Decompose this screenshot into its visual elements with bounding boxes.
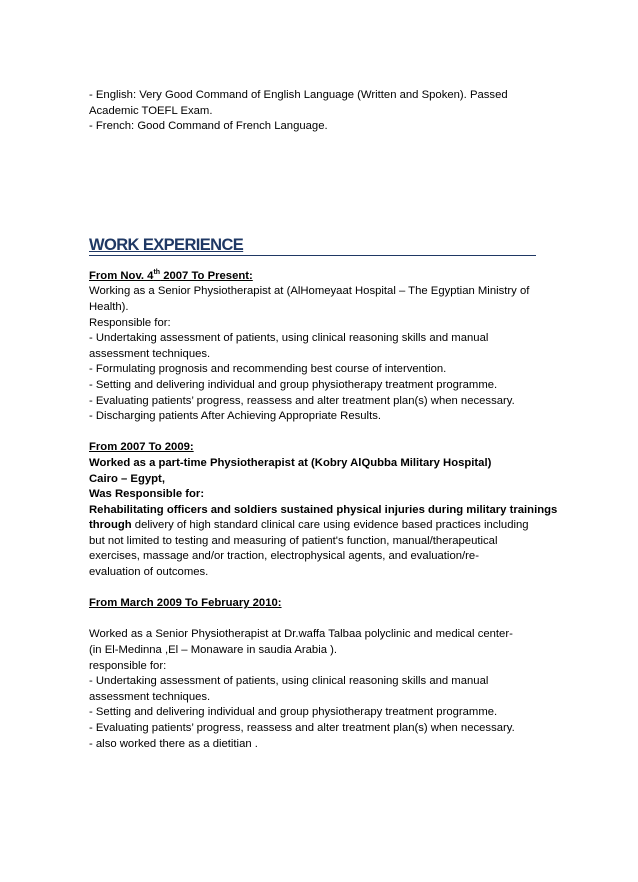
job-entry-2 xyxy=(89,440,559,580)
section-title: WORK EXPERIENCE xyxy=(89,235,244,254)
job-line: - Evaluating patients’ progress, reassess and alter treatment plan(s) when necessary. xyxy=(89,722,515,734)
job-line: Worked as a part-time Physiotherapist at (Kobry AlQubba Military Hospital) xyxy=(89,456,492,469)
job-line: - Discharging patients After Achieving Appropriate Results. xyxy=(89,410,381,423)
job-line: Was Responsible for: xyxy=(89,488,205,501)
job-entry-1 xyxy=(89,269,559,425)
job-line: Working as a Senior Physiotherapist at (AlHomeyaat Hospital – The Egyptian Ministry of xyxy=(89,285,530,298)
job-line: - Evaluating patients’ progress, reassess and alter treatment plan(s) when necessary. xyxy=(89,394,515,407)
language-line: - French: Good Command of French Language. xyxy=(89,120,328,133)
job-line: Health). xyxy=(89,300,129,313)
job-line: through delivery of high standard clinical care using evidence based practices including xyxy=(89,519,529,532)
section-heading-row xyxy=(89,229,536,256)
language-line: Academic TOEFL Exam. xyxy=(89,104,213,117)
document-page xyxy=(89,88,559,752)
job-line: (in El-Medinna ,El – Monaware in saudia Arabia ). xyxy=(89,644,338,657)
language-line: - English: Very Good Command of English Language (Written and Spoken). Passed xyxy=(89,89,508,101)
job-line: - Setting and delivering individual and group physiotherapy treatment programme. xyxy=(89,706,498,719)
languages-block xyxy=(89,88,559,135)
job-line: responsible for: xyxy=(89,659,167,672)
job-line: - Setting and delivering individual and group physiotherapy treatment programme. xyxy=(89,378,498,391)
job-line: - also worked there as a dietitian . xyxy=(89,737,258,750)
job-line: Rehabilitating officers and soldiers sustained physical injuries during military trainings xyxy=(89,503,558,516)
job-line: Responsible for: xyxy=(89,316,171,329)
job-period: From Nov. 4th 2007 To Present: xyxy=(89,269,253,282)
job-line: Cairo – Egypt, xyxy=(89,472,165,485)
job-line: Worked as a Senior Physiotherapist at Dr.waffa Talbaa polyclinic and medical center- xyxy=(89,628,513,641)
job-line: assessment techniques. xyxy=(89,347,211,360)
job-line: - Undertaking assessment of patients, using clinical reasoning skills and manual xyxy=(89,675,489,688)
job-line: exercises, massage and/or traction, electrophysical agents, and evaluation/re- xyxy=(89,550,479,563)
job-line: - Formulating prognosis and recommending best course of intervention. xyxy=(89,363,447,376)
job-line: - Undertaking assessment of patients, using clinical reasoning skills and manual xyxy=(89,332,489,345)
job-period: From 2007 To 2009: xyxy=(89,441,194,454)
job-line: assessment techniques. xyxy=(89,690,211,703)
job-line: evaluation of outcomes. xyxy=(89,566,209,579)
job-entry-3 xyxy=(89,596,559,752)
job-period: From March 2009 To February 2010: xyxy=(89,597,282,610)
job-line: but not limited to testing and measuring of patient's function, manual/therapeutical xyxy=(89,534,498,547)
